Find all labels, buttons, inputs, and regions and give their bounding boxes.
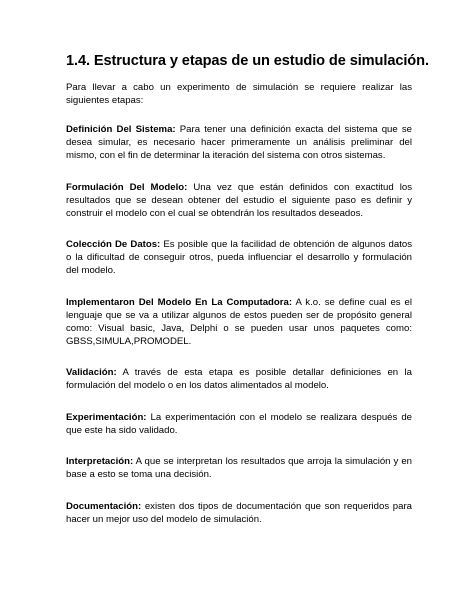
stage-documentacion bbox=[66, 500, 412, 526]
stage-experimentacion bbox=[66, 411, 412, 437]
stage-text: A que se interpretan los resultados que arroja la simulación y en base a esto se toma una decisión. bbox=[66, 456, 412, 480]
stage-text: A través de esta etapa es posible detallar definiciones en la formulación del modelo o en los datos alimentados al modelo. bbox=[66, 367, 412, 391]
stage-validacion bbox=[66, 366, 412, 392]
stage-implementacion-modelo bbox=[66, 296, 412, 348]
stage-text: Una vez que están definidos con exactitud los resultados que se desean obtener del estudio el siguiente paso es definir y construir el modelo con el cual se obtendrán los resultados deseados. bbox=[66, 181, 412, 219]
stage-label: Colección De Datos: bbox=[66, 239, 161, 250]
stage-label: Experimentación: bbox=[66, 411, 147, 423]
stage-text: La experimentación con el modelo se realizara después de que este ha sido validado. bbox=[66, 411, 412, 436]
stage-label: Documentación: bbox=[66, 500, 142, 512]
stage-label: Definición Del Sistema: bbox=[66, 124, 176, 135]
stage-text: existen dos tipos de documentación que son requeridos para hacer un mejor uso del modelo de simulación. bbox=[66, 500, 412, 525]
stage-text: A k.o. se define cual es el lenguaje que se va a utilizar algunos de estos pueden ser de propósito general como: Visual basic, Java, Delphi o se pueden usar unos paquetes como: GBSS,SIMULA,PROMODEL. bbox=[66, 296, 412, 347]
stage-coleccion-datos bbox=[66, 238, 412, 277]
stage-formulacion-modelo bbox=[66, 181, 412, 220]
stage-text: Para tener una definición exacta del sistema que se desea simular, es necesario hacer primeramente un análisis preliminar del mismo, con el fin de determinar la iteración del sistema con otros sistemas. bbox=[66, 124, 412, 161]
stage-label: Interpretación: bbox=[66, 456, 134, 467]
stage-label: Formulación Del Modelo: bbox=[66, 181, 188, 193]
stage-definicion-sistema bbox=[66, 123, 412, 162]
stage-text: Es posible que la facilidad de obtención de algunos datos o la dificultad de conseguir otros, pueda influenciar el desarrollo y formulación del modelo. bbox=[66, 239, 412, 276]
stage-interpretacion bbox=[66, 455, 412, 481]
stage-label: Validación: bbox=[66, 367, 117, 378]
document-page bbox=[66, 52, 429, 544]
section-title: 1.4. Estructura y etapas de un estudio de simulación. bbox=[66, 53, 429, 69]
intro-paragraph: Para llevar a cabo un experimento de simulación se requiere realizar las siguientes etapas: bbox=[66, 82, 412, 106]
stage-label: Implementaron Del Modelo En La Computadora: bbox=[66, 296, 293, 308]
